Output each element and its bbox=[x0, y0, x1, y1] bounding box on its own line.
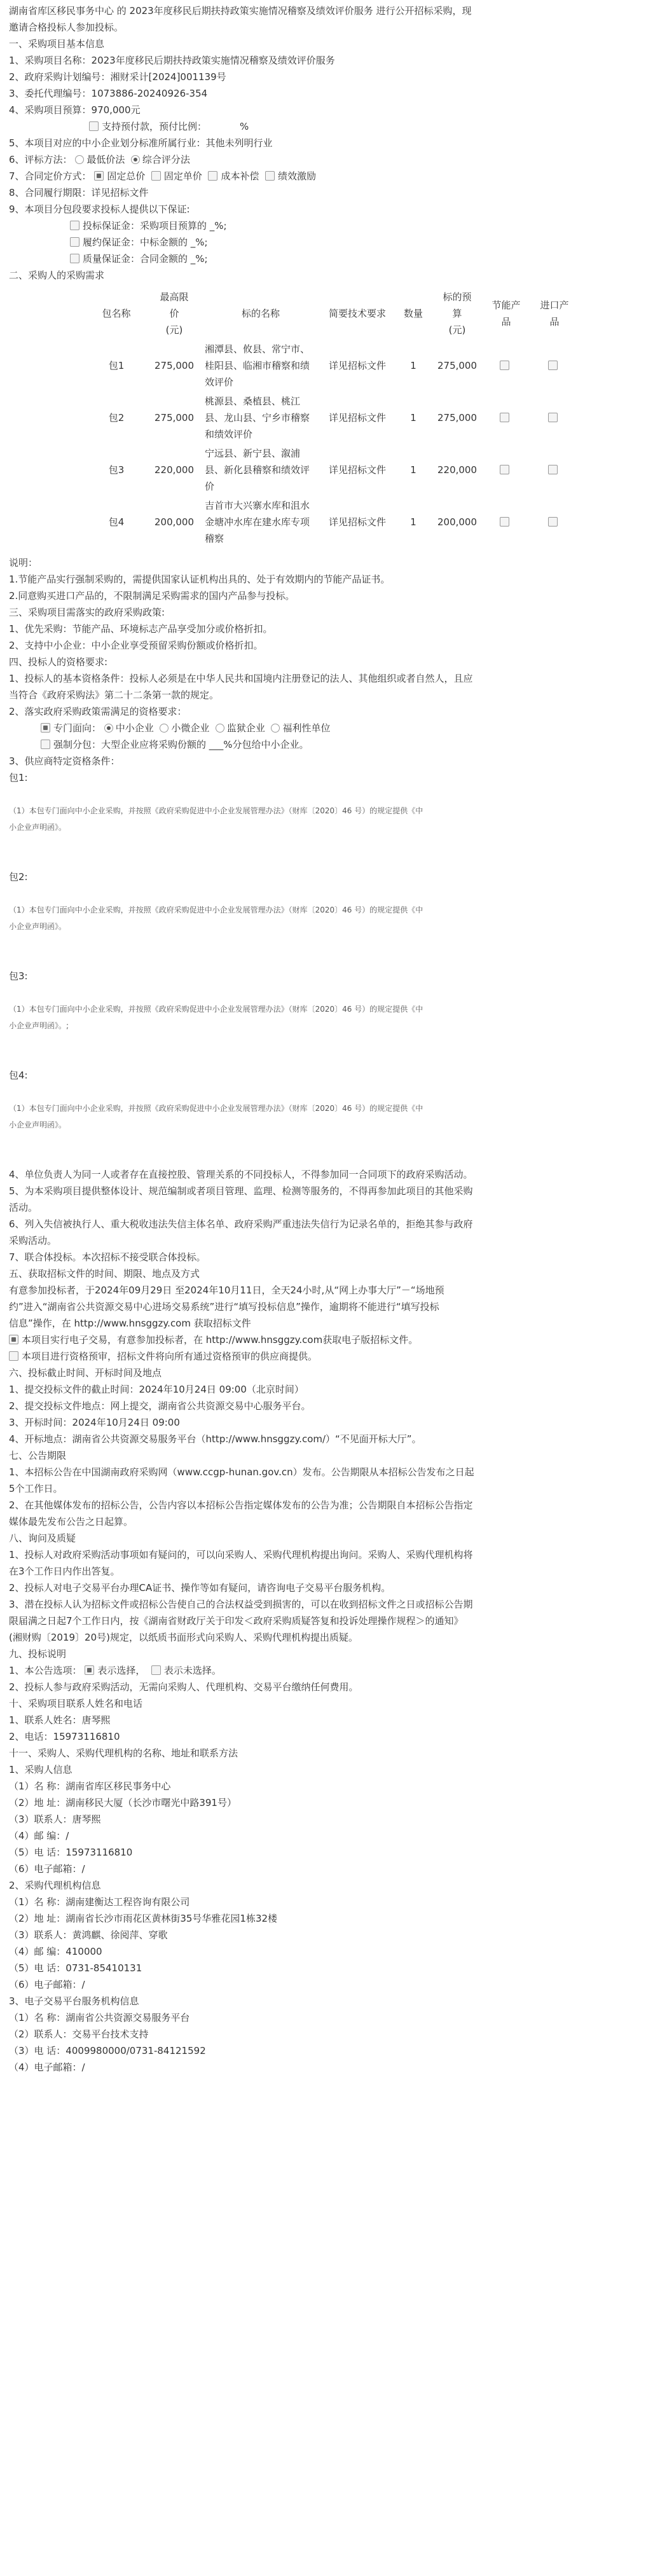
checkbox-dedicated[interactable] bbox=[41, 723, 50, 733]
radio-micro[interactable] bbox=[160, 724, 168, 733]
table-row: 包1 275,000 湘潭县、攸县、常宁市、 桂阳县、临湘市稽察和绩 效评价 详见招标文件 1 275,000 bbox=[85, 340, 579, 392]
package-requirement: （1）本包专门面向中小企业采购，并按照《政府采购促进中小企业发展管理办法》（财库〔2020〕46 号）的规定提供《中 bbox=[9, 906, 423, 914]
legend-selected-icon bbox=[85, 1665, 94, 1675]
platform-line: （3）电 话：4009980000/0731-84121592 bbox=[9, 2045, 206, 2056]
package-label: 包4: bbox=[9, 1070, 28, 1081]
radio-comprehensive[interactable] bbox=[131, 155, 140, 164]
platform-title: 3、电子交易平台服务机构信息 bbox=[9, 1995, 139, 2007]
package-requirement: 小企业声明函》。 bbox=[9, 922, 67, 931]
col-energy: 节能产 品 bbox=[491, 300, 521, 327]
inquiry-line: 在3个工作日内作出答复。 bbox=[9, 1566, 120, 1577]
checkbox-quality-guarantee[interactable] bbox=[70, 254, 79, 263]
checkbox-subcontract[interactable] bbox=[41, 740, 50, 749]
energy-checkbox[interactable] bbox=[500, 517, 509, 527]
obtain-line: 信息”操作，在 http://www.hnsggzy.com 获取招标文件 bbox=[9, 1318, 251, 1329]
col-qty: 数量 bbox=[403, 308, 423, 319]
checkbox-bid-guarantee[interactable] bbox=[70, 221, 79, 230]
checkbox-fixed-total[interactable] bbox=[94, 171, 104, 181]
prequal-line: 本项目进行资格预审，招标文件将向所有通过资格预审的供应商提供。 bbox=[9, 1348, 644, 1365]
agency-line: （1）名 称：湖南建衡达工程咨询有限公司 bbox=[9, 1896, 190, 1908]
subcontract-line: 强制分包：大型企业应将采购份额的 ___%分包给中小企业。 bbox=[9, 736, 644, 753]
checkbox-fixed-unit[interactable] bbox=[151, 171, 161, 181]
inquiry-line: 限届满之日起7个工作日内，按《湖南省财政厅关于印发＜政府采购质疑答复和投诉处理操作规程＞的通知》 bbox=[9, 1615, 464, 1627]
policy-line: 1、优先采购：节能产品、环境标志产品享受加分或价格折扣。 bbox=[9, 623, 273, 635]
energy-checkbox[interactable] bbox=[500, 361, 509, 370]
purchaser-line: （2）地 址：湖南移民大厦（长沙市曙光中路391号） bbox=[9, 1797, 237, 1808]
legend-line: 1、本公告选项： 表示选择， 表示未选择。 bbox=[9, 1665, 221, 1676]
qualification-line: 1、投标人的基本资格条件：投标人必须是在中华人民共和国境内注册登记的法人、其他组织或者自然人，且应 bbox=[9, 673, 473, 684]
purchaser-line: （3）联系人：唐琴熙 bbox=[9, 1814, 101, 1825]
notice-line: 5个工作日。 bbox=[9, 1483, 63, 1494]
import-checkbox[interactable] bbox=[548, 361, 558, 370]
contact-line: 2、电话：15973116810 bbox=[9, 1731, 120, 1742]
deadline-line: 3、开标时间：2024年10月24日 09:00 bbox=[9, 1417, 180, 1428]
budget: 4、采购项目预算：970,000元 bbox=[9, 104, 141, 116]
platform-line: （1）名 称：湖南省公共资源交易服务平台 bbox=[9, 2012, 190, 2023]
agency-title: 2、采购代理机构信息 bbox=[9, 1880, 101, 1891]
legend-unselected-icon bbox=[151, 1665, 161, 1675]
section-title: 六、投标截止时间、开标时间及地点 bbox=[9, 1367, 162, 1379]
package-requirement: 小企业声明函》。; bbox=[9, 1021, 69, 1030]
guarantee-quality: 质量保证金：合同金额的 _%; bbox=[9, 251, 644, 267]
qualification-line: 4、单位负责人为同一人或者存在直接控股、管理关系的不同投标人，不得参加同一合同项下的政府采购活动。 bbox=[9, 1169, 473, 1180]
qualification-line: 采购活动。 bbox=[9, 1235, 57, 1246]
radio-sme[interactable] bbox=[104, 724, 113, 733]
table-row: 包4 200,000 吉首市大兴寨水库和沮水 金塘冲水库在建水库专项 稽察 详见招标文件 1 200,000 bbox=[85, 496, 579, 548]
note-line: 1.节能产品实行强制采购的，需提供国家认证机构出具的、处于有效期内的节能产品证书。 bbox=[9, 574, 390, 585]
col-budget: 标的预 算 (元) bbox=[443, 291, 472, 336]
obtain-line: 约”进入“湖南省公共资源交易中心进场交易系统”进行“填写投标信息”操作，逾期将不能进行“填写投标 bbox=[9, 1301, 439, 1312]
project-name: 1、采购项目名称：2023年度移民后期扶持政策实施情况稽察及绩效评价服务 bbox=[9, 55, 335, 66]
section-title: 一、采购项目基本信息 bbox=[9, 38, 105, 50]
radio-prison[interactable] bbox=[216, 724, 224, 733]
import-checkbox[interactable] bbox=[548, 465, 558, 474]
guarantee-bid: 投标保证金：采购项目预算的 _%; bbox=[9, 217, 644, 234]
qualification-line: 当符合《政府采购法》第二十二条第一款的规定。 bbox=[9, 689, 219, 701]
industry: 5、本项目对应的中小企业划分标准所属行业：其他未列明行业 bbox=[9, 137, 273, 149]
section-title: 三、采购项目需落实的政府采购政策: bbox=[9, 607, 165, 618]
fee-line: 2、投标人参与政府采购活动，无需向采购人、代理机构、交易平台缴纳任何费用。 bbox=[9, 1681, 359, 1693]
package-label: 包2: bbox=[9, 871, 28, 883]
policy-line: 2、支持中小企业：中小企业享受预留采购份额或价格折扣。 bbox=[9, 640, 263, 651]
col-req: 简要技术要求 bbox=[328, 308, 386, 319]
guarantee-perf: 履约保证金：中标金额的 _%; bbox=[9, 234, 644, 251]
pricing-method: 7、合同定价方式： 固定总价 固定单价 成本补偿 绩效激励 bbox=[9, 170, 317, 182]
agency-line: （2）地 址：湖南省长沙市雨花区黄林街35号华雅花园1栋32楼 bbox=[9, 1913, 278, 1924]
qualification-line: 2、落实政府采购政策需满足的资格要求： bbox=[9, 706, 187, 717]
inquiry-line: 2、投标人对电子交易平台办理CA证书、操作等如有疑问，请咨询电子交易平台服务机构。 bbox=[9, 1582, 391, 1594]
package-requirement: 小企业声明函》。 bbox=[9, 823, 67, 832]
checkbox-electronic[interactable] bbox=[9, 1335, 18, 1344]
package-table bbox=[85, 287, 579, 548]
agency-line: （5）电 话：0731-85410131 bbox=[9, 1962, 142, 1974]
table-header bbox=[85, 287, 579, 340]
qualification-line: 7、联合体投标。本次招标不接受联合体投标。 bbox=[9, 1251, 206, 1263]
deadline-line: 2、提交投标文件地点：网上提交，湖南省公共资源交易中心服务平台。 bbox=[9, 1400, 311, 1412]
col-limit: 最高限 价 (元) bbox=[160, 291, 189, 336]
contract-period: 8、合同履行期限：详见招标文件 bbox=[9, 187, 149, 198]
agency-number: 3、委托代理编号：1073886-20240926-354 bbox=[9, 88, 208, 99]
dedicated-line: 专门面向： 中小企业 小微企业 监狱企业 福利性单位 bbox=[9, 720, 644, 736]
import-checkbox[interactable] bbox=[548, 413, 558, 422]
purchaser-line: （6）电子邮箱：/ bbox=[9, 1863, 85, 1875]
package-label: 包3: bbox=[9, 970, 28, 982]
col-import: 进口产 品 bbox=[540, 300, 569, 327]
package-requirement: 小企业声明函》。 bbox=[9, 1120, 67, 1129]
purchaser-title: 1、采购人信息 bbox=[9, 1764, 72, 1775]
electronic-line: 本项目实行电子交易，有意参加投标者，在 http://www.hnsggzy.com获取电子版招标文件。 bbox=[9, 1332, 644, 1348]
intro-line: 邀请合格投标人参加投标。 bbox=[9, 22, 124, 33]
prepay-checkbox[interactable] bbox=[89, 121, 99, 131]
section-title: 十、采购项目联系人姓名和电话 bbox=[9, 1698, 143, 1709]
notice-line: 2、在其他媒体发布的招标公告，公告内容以本招标公告指定媒体发布的公告为准；公告期限自本招标公告指定 bbox=[9, 1499, 473, 1511]
platform-line: （4）电子邮箱：/ bbox=[9, 2062, 85, 2073]
agency-line: （4）邮 编：410000 bbox=[9, 1946, 102, 1957]
inquiry-line: 1、投标人对政府采购活动事项如有疑问的，可以向采购人、采购代理机构提出询问。采购人、采购代理机构将 bbox=[9, 1549, 473, 1560]
radio-welfare[interactable] bbox=[271, 724, 280, 733]
obtain-line: 有意参加投标者，于2024年09月29日 至2024年10月11日，全天24小时,从“网上办事大厅”－“场地预 bbox=[9, 1285, 444, 1296]
package-requirement: （1）本包专门面向中小企业采购，并按照《政府采购促进中小企业发展管理办法》（财库〔2020〕46 号）的规定提供《中 bbox=[9, 1005, 423, 1014]
section-title: 八、询问及质疑 bbox=[9, 1533, 76, 1544]
section-title: 四、投标人的资格要求: bbox=[9, 656, 108, 668]
checkbox-cost-comp[interactable] bbox=[208, 171, 217, 181]
platform-line: （2）联系人：交易平台技术支持 bbox=[9, 2028, 149, 2040]
notice-line: 1、本招标公告在中国湖南政府采购网（www.ccgp-hunan.gov.cn）发布。公告期限从本招标公告发布之日起 bbox=[9, 1466, 474, 1478]
inquiry-line: (湘财购〔2019〕20号)规定，以纸质书面形式向采购人、采购代理机构提出质疑。 bbox=[9, 1632, 358, 1643]
table-row: 包3 220,000 宁远县、新宁县、溆浦 县、新化县稽察和绩效评 价 详见招标文件 1 220,000 bbox=[85, 444, 579, 496]
agency-line: （3）联系人：黄鸿麒、徐阅萍、穿歌 bbox=[9, 1929, 168, 1941]
eval-method: 6、评标方法： 最低价法 综合评分法 bbox=[9, 154, 190, 165]
agency-line: （6）电子邮箱：/ bbox=[9, 1979, 85, 1990]
energy-checkbox[interactable] bbox=[500, 413, 509, 422]
purchaser-line: （5）电 话：15973116810 bbox=[9, 1847, 133, 1858]
prepay-line: 支持预付款，预付比例： % bbox=[9, 118, 644, 135]
qualification-line: 3、供应商特定资格条件： bbox=[9, 755, 120, 767]
package-label: 包1: bbox=[9, 772, 28, 783]
table-row: 包2 275,000 桃源县、桑植县、桃江 县、龙山县、宁乡市稽察 和绩效评价 详见招标文件 1 275,000 bbox=[85, 392, 579, 444]
deadline-line: 1、提交投标文件的截止时间：2024年10月24日 09:00（北京时间） bbox=[9, 1384, 304, 1395]
plan-number: 2、政府采购计划编号：湘财采计[2024]001139号 bbox=[9, 71, 226, 83]
col-package: 包名称 bbox=[102, 308, 131, 319]
section-title: 五、获取招标文件的时间、期限、地点及方式 bbox=[9, 1268, 200, 1279]
checkbox-perf-guarantee[interactable] bbox=[70, 237, 79, 247]
checkbox-prequal[interactable] bbox=[9, 1351, 18, 1361]
qualification-line: 5、为本采购项目提供整体设计、规范编制或者项目管理、监理、检测等服务的，不得再参加此项目的其他采购 bbox=[9, 1185, 473, 1197]
section-title: 二、采购人的采购需求 bbox=[9, 270, 105, 281]
notice-line: 媒体最先发布公告之日起算。 bbox=[9, 1516, 134, 1527]
section-title: 十一、采购人、采购代理机构的名称、地址和联系方法 bbox=[9, 1747, 238, 1759]
intro-line: 湖南省库区移民事务中心 的 2023年度移民后期扶持政策实施情况稽察及绩效评价服务 进行公开招标采购，现 bbox=[9, 5, 472, 17]
radio-lowest-price[interactable] bbox=[75, 155, 84, 164]
note-line: 2.同意购买进口产品的，不限制满足采购需求的国内产品参与投标。 bbox=[9, 590, 295, 602]
qualification-line: 6、列入失信被执行人、重大税收违法失信主体名单、政府采购严重违法失信行为记录名单的，拒绝其参与政府 bbox=[9, 1218, 473, 1230]
note-title: 说明： bbox=[9, 557, 38, 568]
purchaser-line: （1）名 称：湖南省库区移民事务中心 bbox=[9, 1780, 171, 1792]
col-target: 标的名称 bbox=[241, 308, 280, 319]
section-title: 七、公告期限 bbox=[9, 1450, 67, 1461]
guarantee-intro: 9、本项目分包段要求投标人提供以下保证: bbox=[9, 203, 190, 215]
purchaser-line: （4）邮 编：/ bbox=[9, 1830, 69, 1842]
inquiry-line: 3、潜在投标人认为招标文件或招标公告使自己的合法权益受到损害的，可以在收到招标文件之日或招标公告期 bbox=[9, 1599, 473, 1610]
package-requirement: （1）本包专门面向中小企业采购，并按照《政府采购促进中小企业发展管理办法》（财库〔2020〕46 号）的规定提供《中 bbox=[9, 1104, 423, 1113]
package-requirement: （1）本包专门面向中小企业采购，并按照《政府采购促进中小企业发展管理办法》（财库〔2020〕46 号）的规定提供《中 bbox=[9, 806, 423, 815]
section-title: 九、投标说明 bbox=[9, 1648, 67, 1660]
checkbox-performance[interactable] bbox=[265, 171, 275, 181]
energy-checkbox[interactable] bbox=[500, 465, 509, 474]
import-checkbox[interactable] bbox=[548, 517, 558, 527]
deadline-line: 4、开标地点：湖南省公共资源交易服务平台（http://www.hnsggzy.com/）“不见面开标大厅”。 bbox=[9, 1433, 422, 1445]
contact-line: 1、联系人姓名：唐琴熙 bbox=[9, 1714, 111, 1726]
announcement-document bbox=[0, 3, 653, 2076]
qualification-line: 活动。 bbox=[9, 1202, 38, 1213]
